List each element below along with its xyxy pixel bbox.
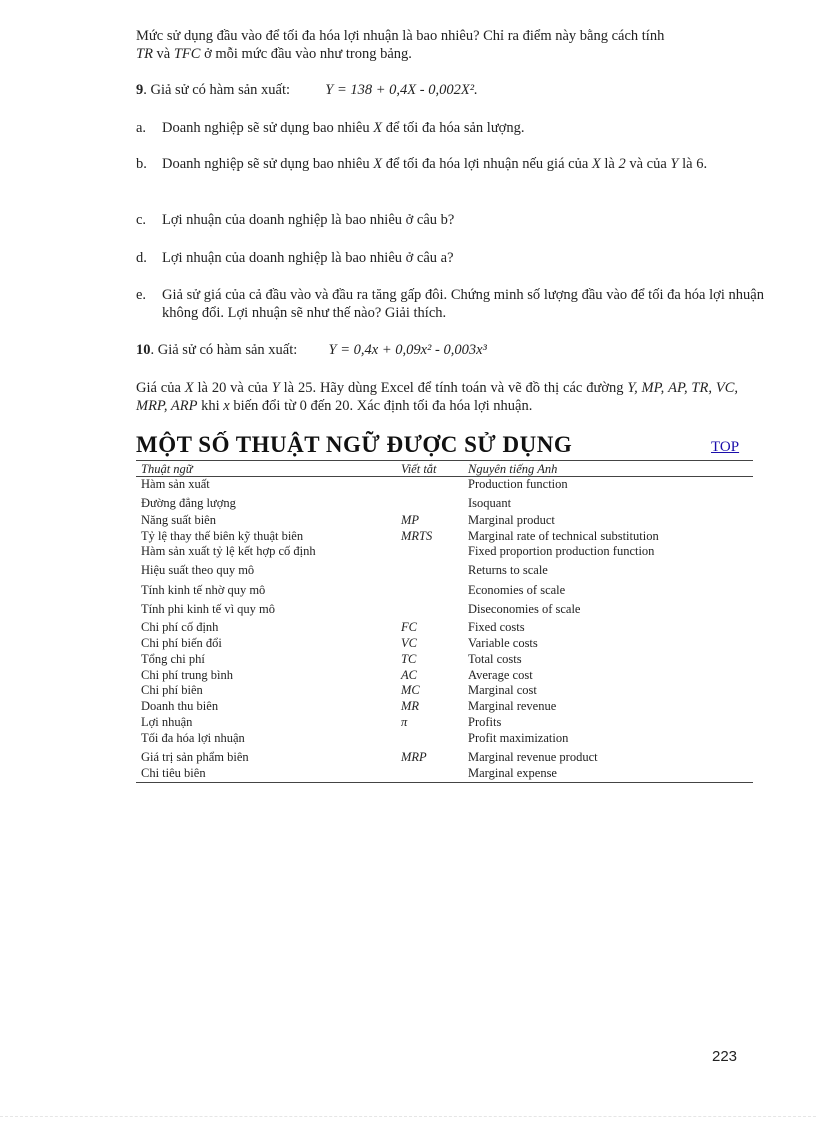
- term-cell: Hàm sản xuất: [141, 477, 210, 491]
- abbreviation-cell: MP: [401, 512, 420, 527]
- abbreviation-cell: [401, 580, 463, 600]
- table-row: [136, 580, 753, 600]
- header-english: Nguyên tiếng Anh: [463, 461, 753, 477]
- table-row: [136, 529, 753, 545]
- q10-var-y: Y: [271, 380, 280, 396]
- q10-var-small-x: x: [223, 398, 230, 414]
- table-row: [136, 731, 753, 750]
- item-label: c.: [136, 212, 147, 228]
- q9b-var-x2: X: [591, 156, 601, 172]
- q10-curves-b: AP, TR, VC, MRP, ARP: [136, 380, 738, 414]
- question-10-prefix: . Giả sử có hàm sản xuất:: [150, 342, 298, 358]
- abbreviation-cell: FC: [401, 620, 417, 635]
- q9b-var-x: X: [373, 156, 383, 172]
- abbreviation-cell: VC: [401, 635, 417, 650]
- term-cell: Chi phí cố định: [141, 620, 219, 635]
- q9e-text: Giả sử giá của cả đầu vào và đầu ra tăng gấp đôi. Chứng minh số lượng đầu vào để tối đa hóa lợi nhuận không đổi. Lợi nhuận sẽ như thế nào? Giải thích.: [162, 287, 764, 321]
- table-row: [136, 513, 753, 529]
- english-cell: Diseconomies of scale: [468, 602, 581, 617]
- q10-p5: biến đổi từ 0 đến 20. Xác định tối đa hóa lợi nhuận.: [229, 398, 533, 414]
- english-cell: Isoquant: [468, 495, 512, 510]
- abbreviation-cell: [401, 544, 463, 560]
- table-row: [136, 750, 753, 766]
- abbreviation-cell: [401, 560, 463, 580]
- q10-curves-a: Y, MP,: [627, 380, 665, 396]
- term-cell: Năng suất biên: [141, 512, 216, 527]
- term-cell: Tính phi kinh tế vì quy mô: [141, 602, 276, 617]
- abbreviation-cell: [401, 477, 463, 493]
- english-cell: Profit maximization: [468, 730, 569, 745]
- table-row: [136, 699, 753, 715]
- term-cell: Chi phí trung bình: [141, 667, 234, 682]
- and-word: và: [152, 46, 174, 62]
- item-label: e.: [136, 287, 147, 303]
- question-9e: [136, 286, 764, 322]
- english-cell: Marginal expense: [468, 765, 557, 780]
- q9b-price-x: 2: [618, 156, 626, 172]
- item-label: b.: [136, 156, 147, 172]
- abbreviation-cell: [401, 766, 463, 783]
- question-10-number: 10: [136, 342, 151, 358]
- page-number: 223: [712, 1048, 738, 1065]
- glossary-title: MỘT SỐ THUẬT NGỮ ĐƯỢC SỬ DỤNG: [136, 432, 573, 457]
- q9b-text4: và của: [625, 156, 671, 172]
- item-label: a.: [136, 120, 147, 136]
- abbreviation-cell: MC: [401, 683, 420, 698]
- q10-p3: là 25. Hãy dùng Excel để tính toán và vẽ đồ thị các đường: [279, 380, 628, 396]
- q10-p2: là 20 và của: [193, 380, 272, 396]
- q10-var-x: X: [184, 380, 194, 396]
- question-9b: [136, 155, 764, 173]
- term-cell: Chi phí biến đổi: [141, 635, 222, 650]
- question-9d: [136, 249, 764, 267]
- question-9c: [136, 211, 764, 229]
- page-edge-divider: [0, 1116, 816, 1123]
- abbreviation-cell: MRP: [401, 749, 427, 764]
- table-row: [136, 636, 753, 652]
- abbreviation-cell: MR: [401, 699, 420, 714]
- table-row: [136, 668, 753, 684]
- english-cell: Returns to scale: [468, 563, 548, 578]
- english-cell: Production function: [468, 477, 568, 491]
- q9b-text3: là: [600, 156, 619, 172]
- english-cell: Fixed proportion production function: [468, 544, 655, 559]
- q9a-var: X: [373, 120, 383, 136]
- english-cell: Fixed costs: [468, 620, 525, 635]
- tfc-term: TFC: [173, 46, 201, 62]
- q10-p4: khi: [197, 398, 224, 414]
- english-cell: Marginal cost: [468, 683, 537, 698]
- abbreviation-cell: AC: [401, 667, 417, 682]
- table-row: [136, 620, 753, 636]
- q9a-text1: Doanh nghiệp sẽ sử dụng bao nhiêu: [162, 120, 374, 136]
- term-cell: Đường đẳng lượng: [141, 495, 236, 510]
- term-cell: Chi phí biên: [141, 683, 203, 698]
- glossary-table: [136, 460, 753, 783]
- table-row: [136, 766, 753, 783]
- abbreviation-cell: MRTS: [401, 528, 433, 543]
- q10-p1: Giá của: [136, 380, 185, 396]
- term-cell: Lợi nhuận: [141, 714, 193, 729]
- top-link[interactable]: TOP: [711, 439, 740, 455]
- table-row: [136, 715, 753, 731]
- question-10-body: [136, 379, 738, 415]
- table-row: [136, 493, 753, 513]
- q9b-var-y: Y: [670, 156, 679, 172]
- table-row: [136, 600, 753, 620]
- intro-line-b: ở mỗi mức đầu vào như trong bảng.: [200, 46, 412, 62]
- header-abbreviation: Viết tắt: [401, 461, 463, 477]
- question-10-equation: Y = 0,4x + 0,09x² - 0,003x³: [328, 342, 487, 358]
- question-9: [136, 81, 738, 99]
- term-cell: Tối đa hóa lợi nhuận: [141, 730, 245, 745]
- term-cell: Tính kinh tế nhờ quy mô: [141, 583, 266, 598]
- question-10: [136, 341, 738, 359]
- english-cell: Marginal rate of technical substitution: [468, 528, 659, 543]
- tr-term: TR: [136, 46, 153, 62]
- q9d-text: Lợi nhuận của doanh nghiệp là bao nhiêu ở câu a?: [162, 250, 454, 266]
- q9b-text1: Doanh nghiệp sẽ sử dụng bao nhiêu: [162, 156, 374, 172]
- english-cell: Variable costs: [468, 635, 538, 650]
- term-cell: Tổng chi phí: [141, 651, 205, 666]
- intro-line-a: Mức sử dụng đầu vào để tối đa hóa lợi nhuận là bao nhiêu? Chỉ ra điểm này bằng cách tính: [136, 28, 665, 44]
- english-cell: Economies of scale: [468, 583, 566, 598]
- abbreviation-cell: TC: [401, 651, 417, 666]
- english-cell: Total costs: [468, 651, 522, 666]
- english-cell: Marginal revenue: [468, 699, 557, 714]
- english-cell: Marginal revenue product: [468, 749, 598, 764]
- glossary-header-row: [136, 461, 753, 477]
- abbreviation-cell: [401, 493, 463, 513]
- english-cell: Profits: [468, 714, 502, 729]
- term-cell: Giá trị sản phẩm biên: [141, 749, 249, 764]
- question-9-equation: Y = 138 + 0,4X - 0,002X².: [325, 82, 478, 98]
- term-cell: Tỷ lệ thay thế biên kỹ thuật biên: [141, 528, 304, 543]
- q9b-text2: để tối đa hóa lợi nhuận nếu giá của: [382, 156, 592, 172]
- term-cell: Hiệu suất theo quy mô: [141, 563, 255, 578]
- term-cell: Chi tiêu biên: [141, 765, 206, 780]
- term-cell: Doanh thu biên: [141, 699, 219, 714]
- q9b-text5: là 6.: [678, 156, 708, 172]
- table-row: [136, 683, 753, 699]
- item-label: d.: [136, 250, 147, 266]
- intro-paragraph: [136, 27, 738, 63]
- q9c-text: Lợi nhuận của doanh nghiệp là bao nhiêu ở câu b?: [162, 212, 455, 228]
- term-cell: Hàm sản xuất tỷ lệ kết hợp cố định: [141, 544, 316, 559]
- header-term: Thuật ngữ: [136, 461, 401, 477]
- table-row: [136, 652, 753, 668]
- question-9a: [136, 119, 764, 137]
- table-row: [136, 560, 753, 580]
- english-cell: Marginal product: [468, 512, 555, 527]
- english-cell: Average cost: [468, 667, 533, 682]
- question-9-number: 9: [136, 82, 144, 98]
- table-row: [136, 477, 753, 493]
- question-9-prefix: . Giả sử có hàm sản xuất:: [143, 82, 291, 98]
- abbreviation-cell: [401, 600, 463, 620]
- q9a-text2: để tối đa hóa sản lượng.: [382, 120, 525, 136]
- table-row: [136, 544, 753, 560]
- abbreviation-cell: π: [401, 714, 408, 729]
- abbreviation-cell: [401, 731, 463, 750]
